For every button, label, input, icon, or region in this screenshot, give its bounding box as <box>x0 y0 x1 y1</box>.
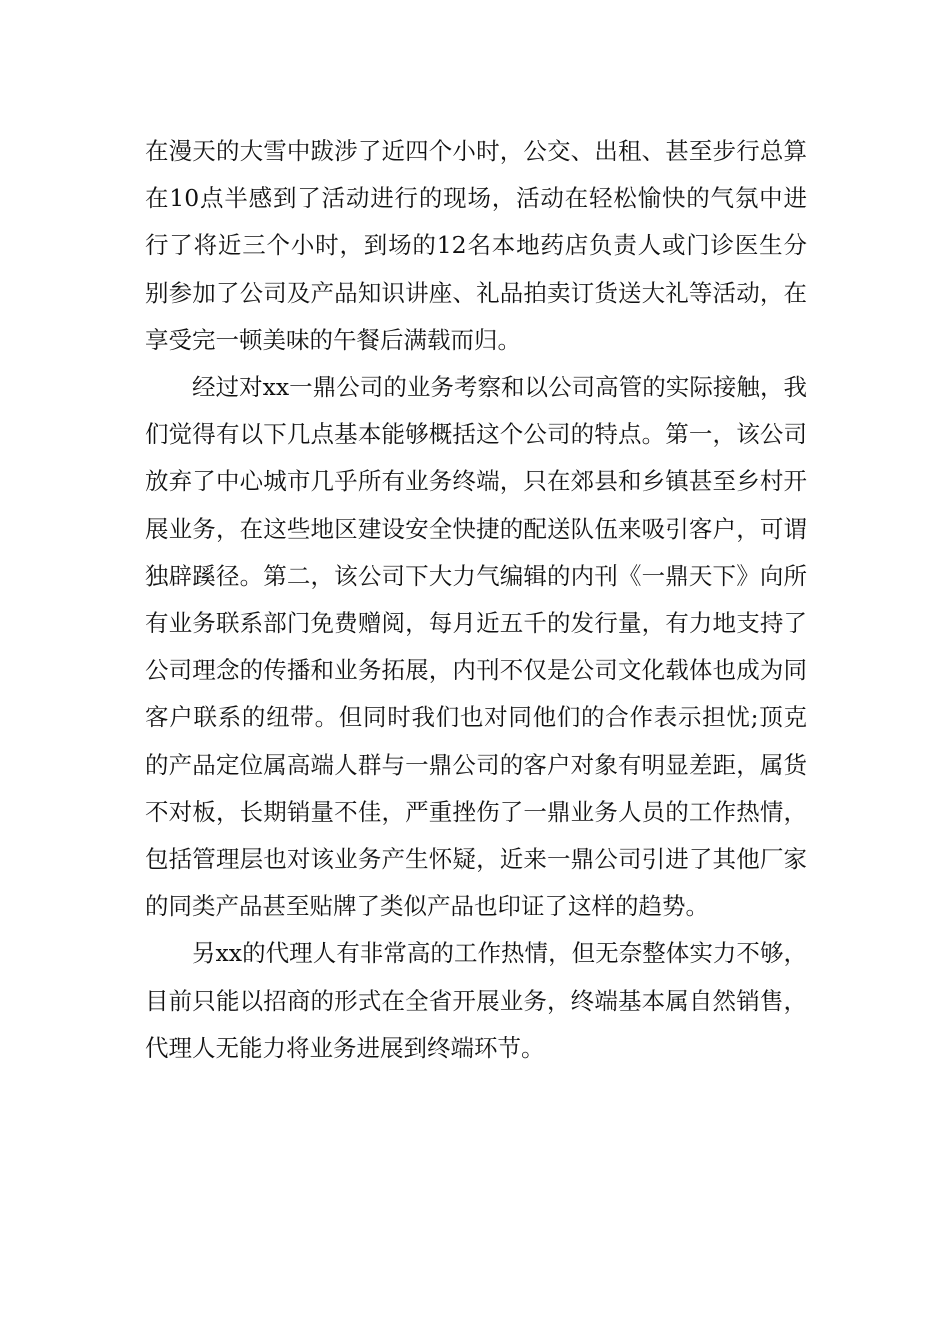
paragraph-activity: 在漫天的大雪中跋涉了近四个小时，公交、出租、甚至步行总算在10点半感到了活动进行的现场，活动在轻松愉快的气氛中进行了将近三个小时，到场的12名本地药店负责人或门诊医生分别参加了公司及产品知识讲座、礼品拍卖订货送大礼等活动，在享受完一顿美味的午餐后满载而归。 <box>145 137 807 354</box>
paragraph-agent: 另xx的代理人有非常高的工作热情，但无奈整体实力不够，目前只能以招商的形式在全省开展业务，终端基本属自然销售，代理人无能力将业务进展到终端环节。 <box>145 939 807 1062</box>
paragraph-company-analysis: 经过对xx一鼎公司的业务考察和以公司高管的实际接触，我们觉得有以下几点基本能够概括这个公司的特点。第一，该公司放弃了中心城市几乎所有业务终端，只在郊县和乡镇甚至乡村开展业务，在这些地区建设安全快捷的配送队伍来吸引客户，可谓独辟蹊径。第二，该公司下大力气编辑的内刊《一鼎天下》向所有业务联系部门免费赠阅，每月近五千的发行量，有力地支持了公司理念的传播和业务拓展，内刊不仅是公司文化载体也成为同客户联系的纽带。但同时我们也对同他们的合作表示担忧;顶克的产品定位属高端人群与一鼎公司的客户对象有明显差距，属货不对板，长期销量不佳，严重挫伤了一鼎业务人员的工作热情，包括管理层也对该业务产生怀疑，近来一鼎公司引进了其他厂家的同类产品甚至贴牌了类似产品也印证了这样的趋势。 <box>145 373 807 921</box>
document-body <box>145 128 807 1072</box>
